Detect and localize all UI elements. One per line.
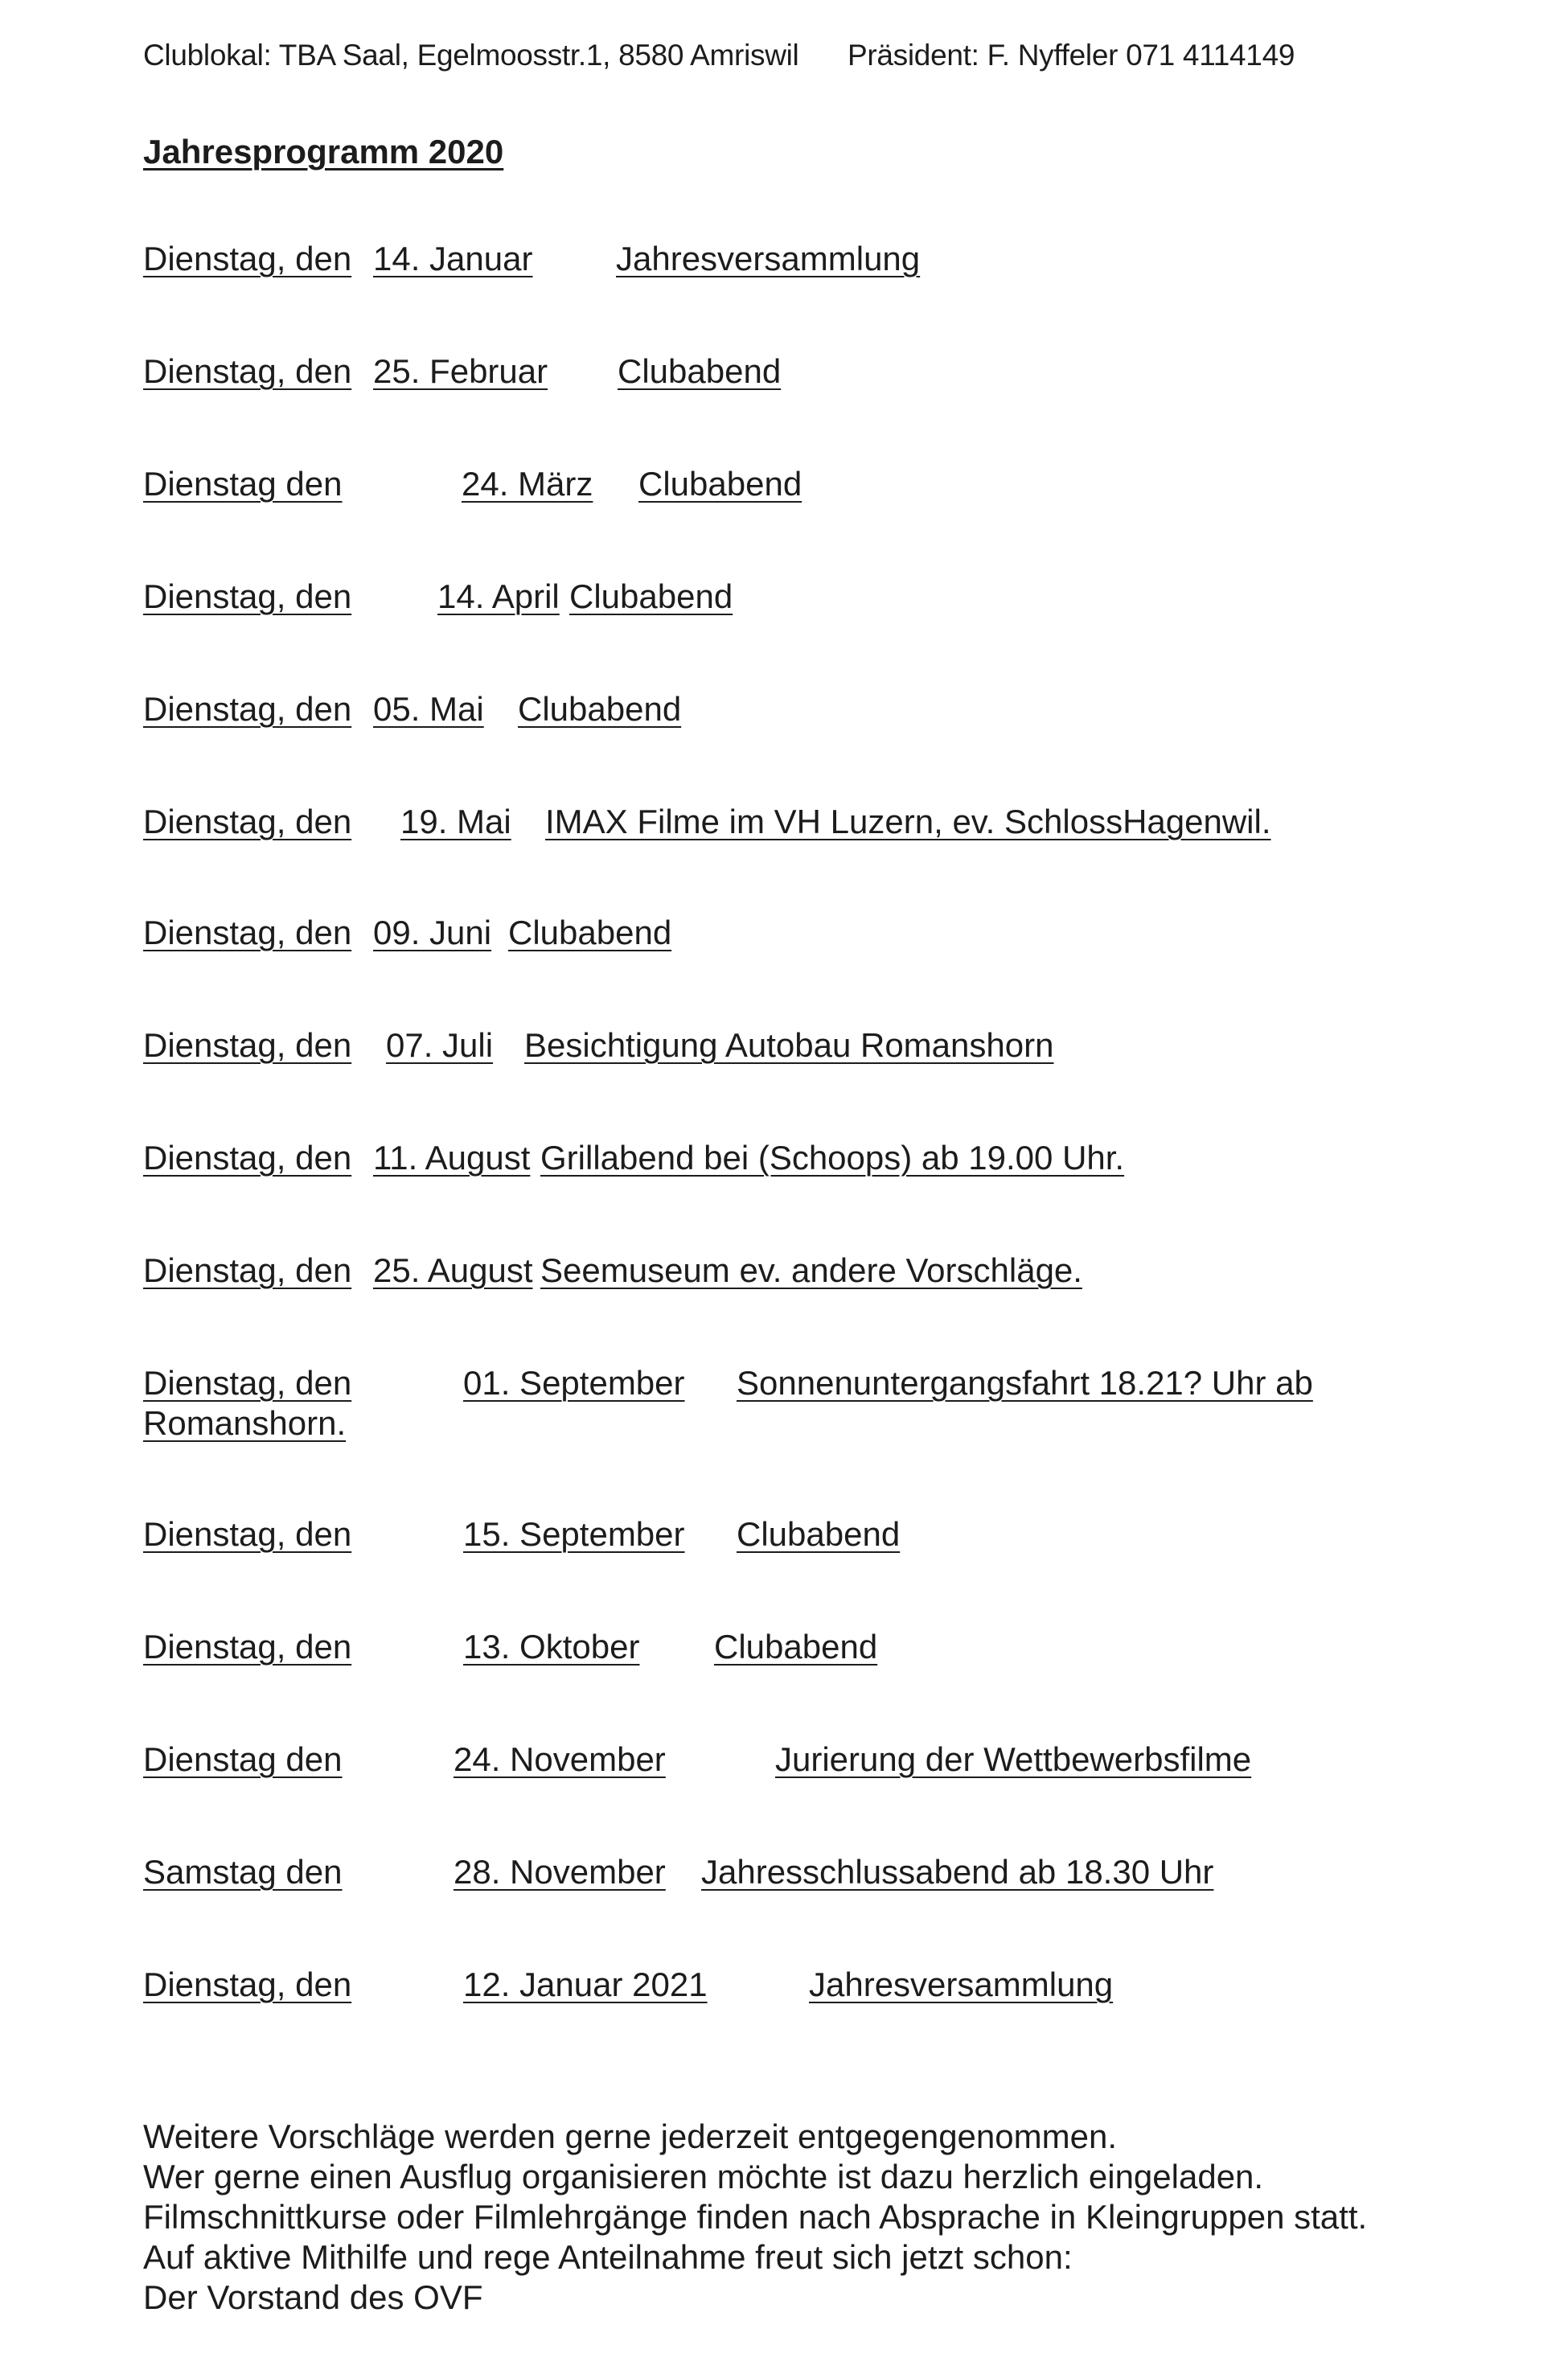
- event-day: Dienstag, den: [143, 240, 352, 277]
- page-header: [143, 39, 1295, 72]
- event-day: Dienstag, den: [143, 1364, 352, 1402]
- event-description: IMAX Filme im VH Luzern, ev. SchlossHagenwil.: [545, 803, 1271, 840]
- event-description: Jahresversammlung: [616, 240, 921, 277]
- event-date: 12. Januar 2021: [463, 1965, 708, 2003]
- event-description-continued: Romanshorn.: [143, 1404, 347, 1442]
- signature-line: Der Vorstand des OVF: [143, 2278, 483, 2316]
- event-day: Dienstag den: [143, 465, 343, 503]
- event-day: Dienstag, den: [143, 1139, 352, 1177]
- closing-line: Wer gerne einen Ausflug organisieren möchte ist dazu herzlich eingeladen.: [143, 2158, 1264, 2195]
- closing-line: Auf aktive Mithilfe und rege Anteilnahme freut sich jetzt schon:: [143, 2238, 1073, 2276]
- president-text: Präsident: F. Nyffeler 071 4114149: [848, 39, 1295, 72]
- event-date: 01. September: [463, 1364, 685, 1402]
- event-description: Jurierung der Wettbewerbsfilme: [775, 1740, 1252, 1778]
- event-description: Grillabend bei (Schoops) ab 19.00 Uhr.: [540, 1139, 1125, 1177]
- closing-notes: [143, 2117, 1367, 2318]
- event-date: 25. August: [373, 1251, 533, 1289]
- event-description: Clubabend: [714, 1628, 878, 1666]
- event-day: Dienstag, den: [143, 690, 352, 728]
- event-date: 19. Mai: [400, 803, 511, 840]
- event-description: Clubabend: [518, 690, 682, 728]
- event-date: 09. Juni: [373, 914, 492, 951]
- event-day: Dienstag, den: [143, 1965, 352, 2003]
- event-day: Samstag den: [143, 1853, 343, 1891]
- event-date: 24. November: [454, 1740, 666, 1778]
- event-day: Dienstag, den: [143, 1251, 352, 1289]
- event-description: Clubabend: [569, 577, 733, 615]
- event-description: Besichtigung Autobau Romanshorn: [524, 1026, 1054, 1064]
- event-description: Clubabend: [508, 914, 672, 951]
- event-date: 05. Mai: [373, 690, 484, 728]
- event-day: Dienstag, den: [143, 1628, 352, 1666]
- event-day: Dienstag, den: [143, 352, 352, 390]
- event-date: 14. April: [437, 577, 560, 615]
- page-title: Jahresprogramm 2020: [143, 133, 504, 170]
- event-date: 25. Februar: [373, 352, 548, 390]
- event-date: 14. Januar: [373, 240, 533, 277]
- event-description: Clubabend: [638, 465, 802, 503]
- event-day: Dienstag, den: [143, 1515, 352, 1553]
- event-date: 07. Juli: [386, 1026, 494, 1064]
- event-date: 13. Oktober: [463, 1628, 640, 1666]
- event-date: 24. März: [462, 465, 593, 503]
- event-date: 15. September: [463, 1515, 685, 1553]
- event-day: Dienstag, den: [143, 803, 352, 840]
- event-description: Clubabend: [737, 1515, 901, 1553]
- event-day: Dienstag, den: [143, 577, 352, 615]
- event-day: Dienstag den: [143, 1740, 343, 1778]
- event-description: Seemuseum ev. andere Vorschläge.: [540, 1251, 1082, 1289]
- event-day: Dienstag, den: [143, 914, 352, 951]
- clublokal-text: Clublokal: TBA Saal, Egelmoosstr.1, 8580 Amriswil: [143, 39, 799, 72]
- closing-line: Weitere Vorschläge werden gerne jederzeit entgegengenommen.: [143, 2117, 1117, 2155]
- event-description: Sonnenuntergangsfahrt 18.21? Uhr ab: [737, 1364, 1313, 1402]
- event-description: Jahresversammlung: [809, 1965, 1114, 2003]
- event-day: Dienstag, den: [143, 1026, 352, 1064]
- event-date: 11. August: [373, 1139, 531, 1177]
- event-date: 28. November: [454, 1853, 666, 1891]
- event-description: Jahresschlussabend ab 18.30 Uhr: [701, 1853, 1214, 1891]
- closing-line: Filmschnittkurse oder Filmlehrgänge finden nach Absprache in Kleingruppen statt.: [143, 2198, 1368, 2236]
- event-description: Clubabend: [618, 352, 782, 390]
